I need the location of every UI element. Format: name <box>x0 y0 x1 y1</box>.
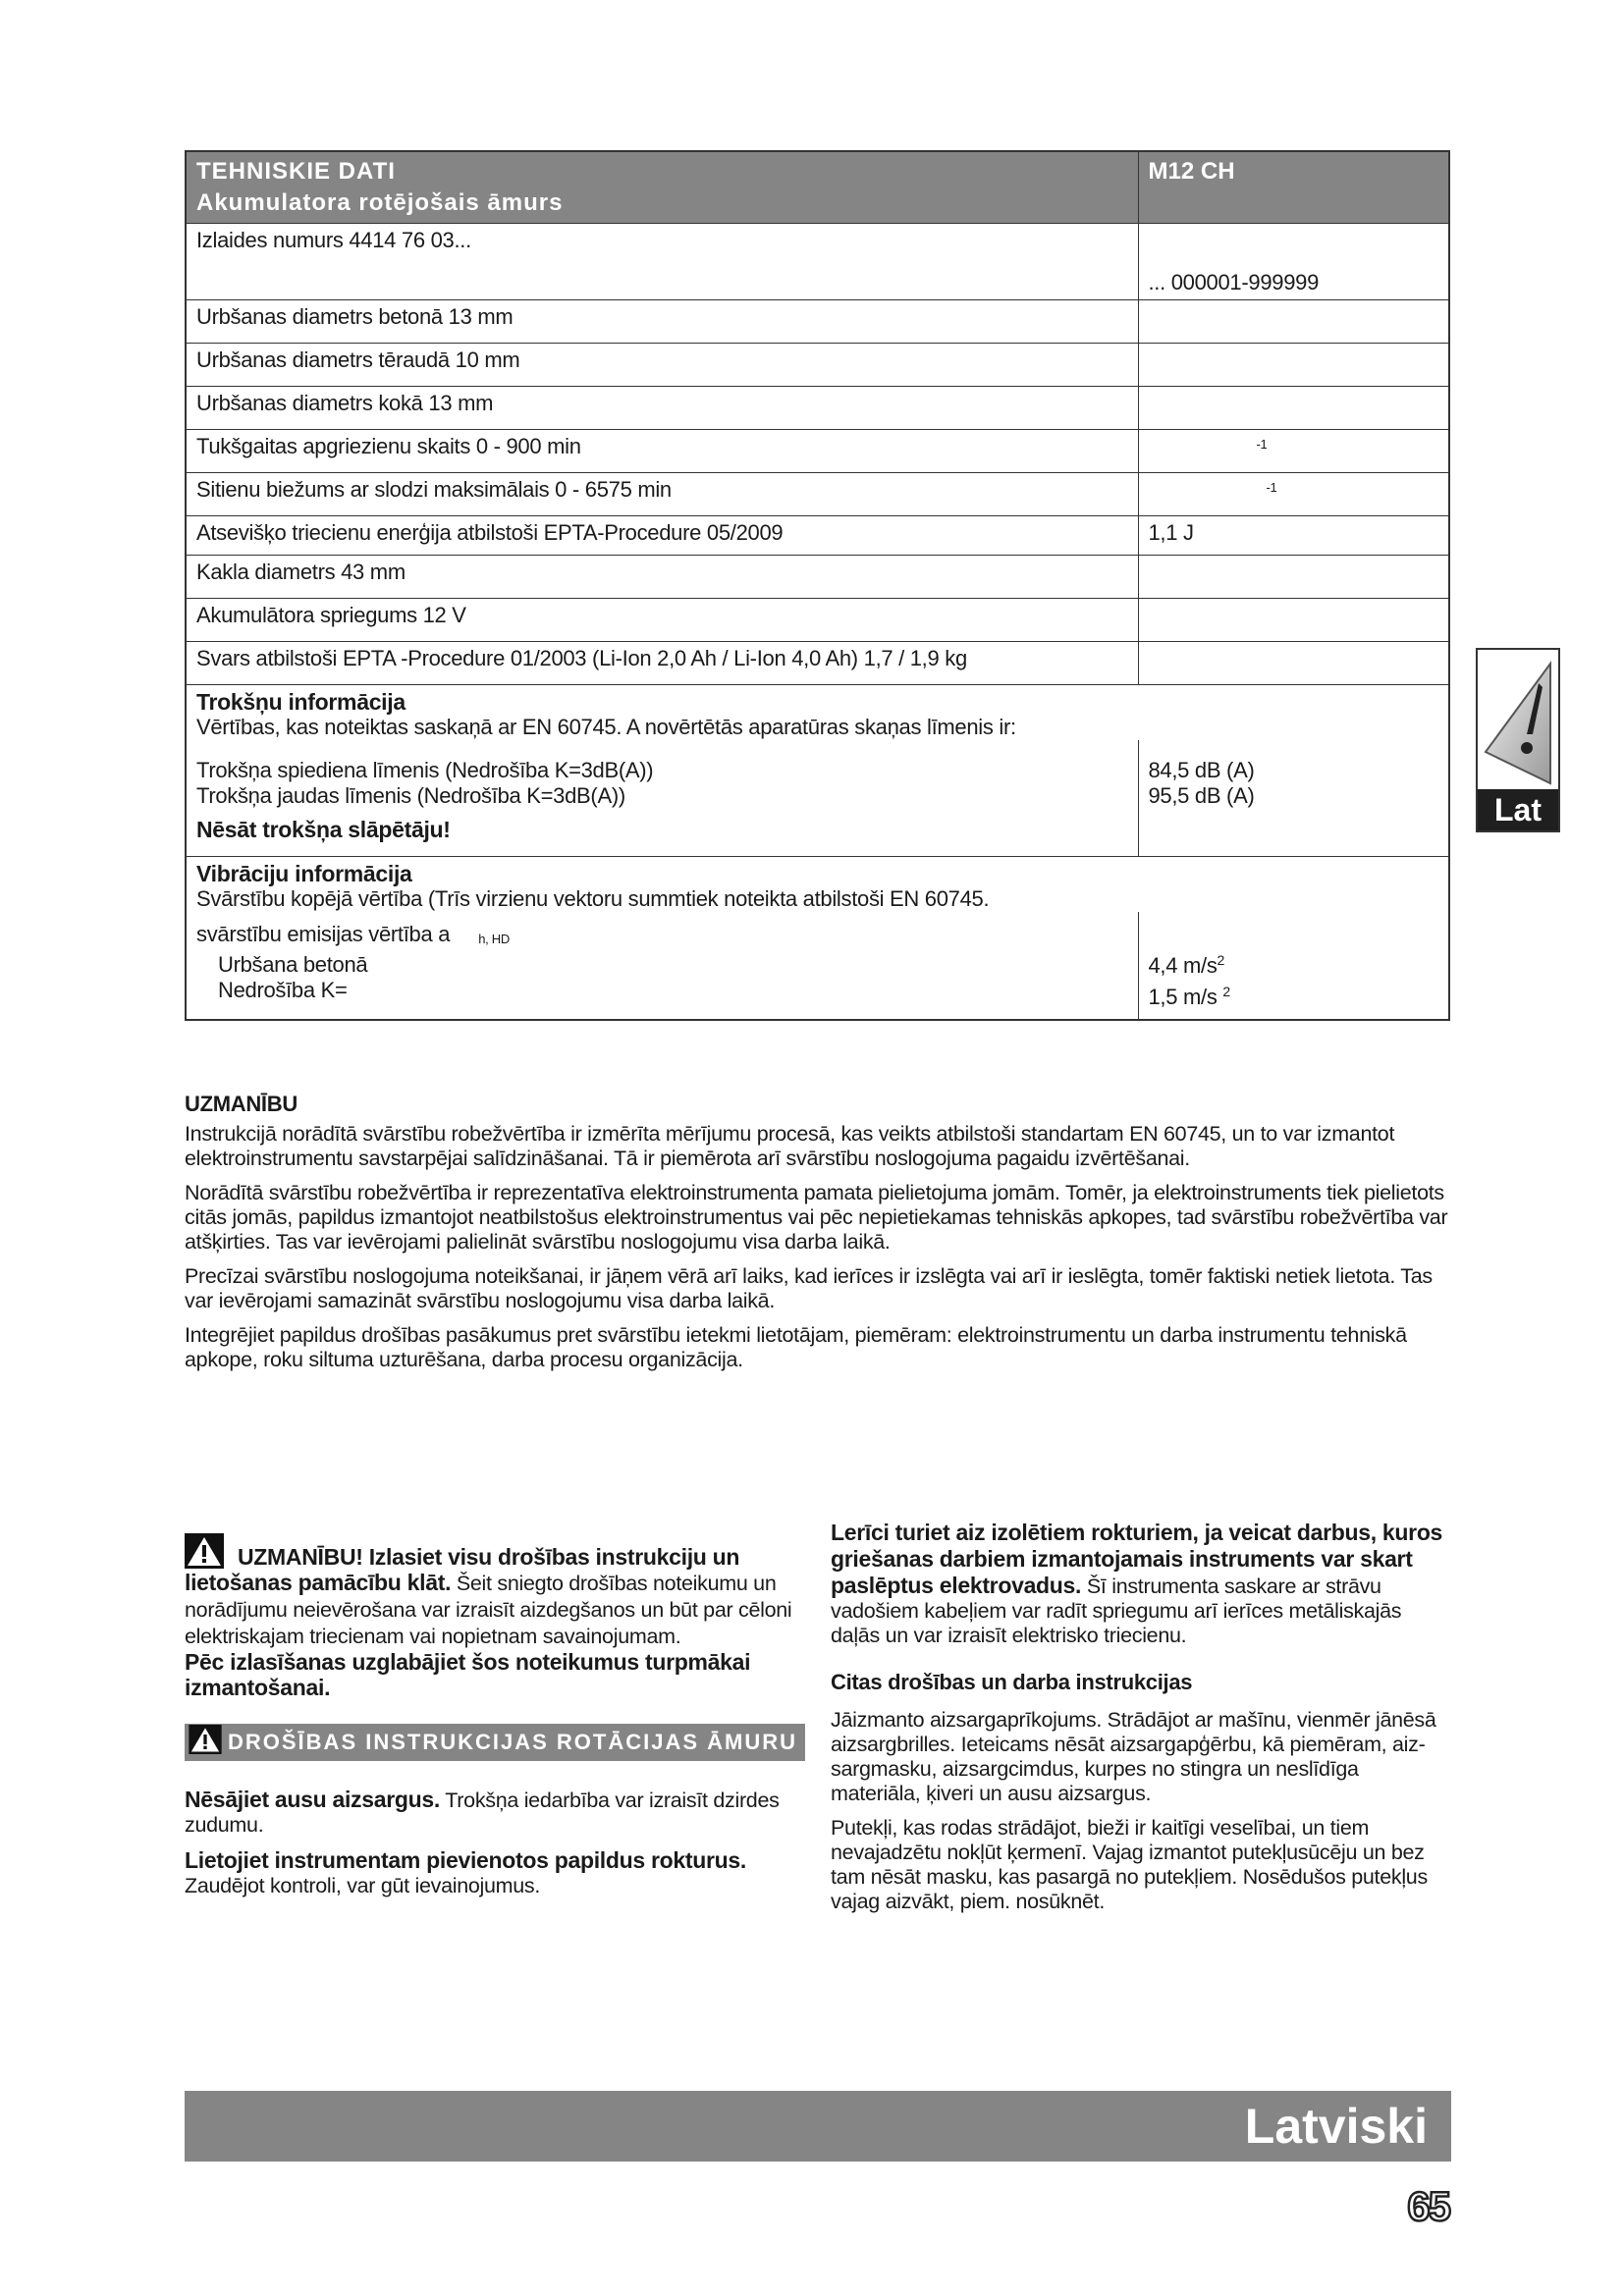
safety-text: Trokšņa iedarbība var izraisīt dzirdes zudumu. <box>185 1789 780 1837</box>
section-bar-title: DROŠĪBAS INSTRUKCIJAS ROTĀCIJAS ĀMURU <box>228 1730 798 1754</box>
page-number: 65 <box>1407 2183 1449 2229</box>
table-row <box>186 344 1449 387</box>
caution-paragraph: Norādītā svārstību robežvērtība ir reprezentatīva elektroinstrumenta pamata pielietojuma jomām. Tomēr, ja elektroinstruments tiek pielietots citās jomās, papildus izmantojot neatbilstošus elektroinstrumentus vai pēc nepietiekamas tehniskās apkopes, tad svārstību robežvērtība var atšķirties. Tas var ievērojami palielināt svārstību noslogojumu visa darba laikā. <box>185 1181 1448 1254</box>
spec-label: Urbšanas diametrs kokā 13 mm <box>186 387 1138 430</box>
language-side-tab <box>1476 648 1560 832</box>
safety-bold: Lietojiet instrumentam pievienotos papildus rokturus. <box>185 1847 746 1873</box>
spec-value <box>1138 599 1449 642</box>
safety-text: Zaudējot kontroli, var gūt ievainojumus. <box>185 1874 541 1897</box>
noise-warning: Nēsāt trokšņa slāpētāju! <box>196 817 451 842</box>
vibration-section <box>186 856 1449 912</box>
vibration-drill-value: 4,4 m/s <box>1148 952 1218 978</box>
general-warning-text: Šeit sniegto drošības noteikumu un norādījumu neievērošana var izraisīt aizdegšanos un būt par cēloni elektriskajam triecienam vai nopietnam savainojumam. <box>185 1572 792 1648</box>
safety-bold: Lerīci turiet aiz izolētiem rokturiem, ja veicat darbus, kuros griešanas darbiem izmantojamais instruments var skart paslēptus elektrovadus. <box>831 1520 1443 1598</box>
table-row <box>186 224 1449 300</box>
noise-power-value: 95,5 dB (A) <box>1148 783 1255 808</box>
vibration-header-cell <box>186 856 1449 912</box>
spec-value <box>1138 387 1449 430</box>
table-row <box>186 516 1449 556</box>
vibration-uncertainty-value-line <box>1149 979 1439 1010</box>
noise-pressure-value: 84,5 dB (A) <box>1148 758 1255 782</box>
noise-pressure-label: Trokšņa spiediena līmenis (Nedrošība K=3dB(A)) <box>196 758 654 782</box>
table-row <box>186 473 1449 516</box>
table-row <box>186 430 1449 473</box>
spec-label: Urbšanas diametrs tēraudā 10 mm <box>186 344 1138 387</box>
vibration-uncertainty-label: Nedrošība K= <box>218 977 348 1002</box>
section-bar <box>185 1724 805 1761</box>
right-column <box>831 1520 1451 1924</box>
vibration-values-row <box>186 912 1449 1020</box>
model-name: M12 CH <box>1138 151 1449 224</box>
table-title: TEHNISKIE DATI <box>196 158 396 185</box>
other-instructions-heading: Citas drošības un darba instrukcijas <box>831 1670 1193 1694</box>
vibration-description: Svārstību kopējā vērtība (Trīs virzienu vektoru summtiek noteikta atbilstoši EN 60745. <box>196 885 990 911</box>
spec-label: Atsevišķo triecienu enerģija atbilstoši EPTA-Procedure 05/2009 <box>186 516 1138 556</box>
noise-values-cell <box>1138 740 1449 856</box>
noise-labels-cell <box>186 740 1138 856</box>
spec-value <box>1138 556 1449 599</box>
table-row <box>186 599 1449 642</box>
warning-triangle-icon <box>189 1725 222 1754</box>
vibration-labels-cell <box>186 912 1138 1020</box>
unit-exponent: 2 <box>1217 951 1225 968</box>
spec-label: Tukšgaitas apgriezienu skaits 0 - 900 min <box>186 430 1138 473</box>
footer-language-bar <box>185 2091 1451 2162</box>
left-column <box>185 1533 805 1908</box>
general-warning <box>185 1533 805 1700</box>
safety-paragraph: Jāizmanto aizsargaprīkojums. Strādājot ar mašīnu, vienmēr jānēsā aizsargbrilles. Ieteicams nēsāt aizsargapģērbu, kā piemēram, aiz-sargmasku, aizsargcimdus, kurpes no stingra un neslīdīga materiāla, ķiveri un ausu aizsargus. <box>831 1708 1436 1805</box>
noise-section <box>186 685 1449 741</box>
spec-value: 1,1 J <box>1138 516 1449 556</box>
vibration-title: Vibrāciju informācija <box>196 860 412 886</box>
language-tab-label: Lat <box>1478 789 1558 830</box>
noise-header-cell <box>186 685 1449 741</box>
table-subtitle: Akumulatora rotējošais āmurs <box>196 189 564 216</box>
vibration-drill-label: Urbšana betonā <box>218 951 368 977</box>
spec-label: Svars atbilstoši EPTA -Procedure 01/2003 (Li-Ion 2,0 Ah / Li-Ion 4,0 Ah) 1,7 / 1,9 kg <box>186 642 1138 685</box>
spec-value <box>1138 642 1449 685</box>
caution-paragraph: Integrējiet papildus drošības pasākumus pret svārstību ietekmi lietotājam, piemēram: elektroinstrumentu un darba instrumentu tehniskā apkope, roku siltuma uzturēšana, darba procesu organizācija. <box>185 1323 1407 1371</box>
safety-text: Šī instrumenta saskare ar strāvu vadošiem kabeļiem var radīt spriegumu arī ierīces metāliskajās daļās un var izraisīt elektrisko triecienu. <box>831 1575 1402 1647</box>
table-row <box>186 300 1449 344</box>
spec-value: ... 000001-999999 <box>1138 224 1449 300</box>
spec-value-cell <box>1138 430 1449 473</box>
spec-value <box>1138 344 1449 387</box>
spec-label: Sitienu biežums ar slodzi maksimālais 0 - 6575 min <box>186 473 1138 516</box>
emission-subscript: h, HD <box>478 931 510 946</box>
table-header-row <box>186 151 1449 224</box>
noise-description: Vērtības, kas noteiktas saskaņā ar EN 60745. A novērtētās aparatūras skaņas līmenis ir: <box>196 715 1016 739</box>
spec-value: -1 <box>1256 437 1268 452</box>
caution-heading: UZMANĪBU <box>185 1092 298 1116</box>
caution-paragraph: Precīzai svārstību noslogojuma noteikšanai, ir jāņem vērā arī laiks, kad ierīces ir izslēgta vai arī ir ieslēgta, tomēr faktiski netiek lietota. Tas var ievērojami samazināt svārstību noslogojumu visa darba laikā. <box>185 1264 1433 1312</box>
noise-values-row <box>186 740 1449 856</box>
general-warning-bold: UZMANĪBU! Izlasiet visu drošības instrukciju un lietošanas pamācību klāt. <box>185 1544 740 1595</box>
vibration-values-cell <box>1138 912 1449 1020</box>
warning-triangle-icon <box>185 1533 224 1569</box>
caution-section <box>185 1092 1451 1382</box>
noise-title: Trokšņu informācija <box>196 689 406 715</box>
spec-value <box>1138 300 1449 344</box>
spec-label: Akumulātora spriegums 12 V <box>186 599 1138 642</box>
spec-value: -1 <box>1266 480 1277 495</box>
spec-label: Izlaides numurs 4414 76 03... <box>186 224 1138 300</box>
spec-label: Kakla diametrs 43 mm <box>186 556 1138 599</box>
spec-label: Urbšanas diametrs betonā 13 mm <box>186 300 1138 344</box>
table-row <box>186 642 1449 685</box>
table-row <box>186 387 1449 430</box>
table-title-cell <box>186 151 1138 224</box>
vibration-uncertainty-value: 1,5 m/s <box>1148 984 1218 1009</box>
footer-language: Latviski <box>1244 2099 1428 2154</box>
safety-bold: Nēsājiet ausu aizsargus. <box>185 1787 440 1812</box>
safety-paragraph <box>831 1520 1451 1648</box>
vibration-drill-value-line <box>1149 947 1439 979</box>
general-warning-keep: Pēc izlasīšanas uzglabājiet šos noteikumus turpmākai izmantošanai. <box>185 1649 751 1700</box>
table-row <box>186 556 1449 599</box>
tech-data-table <box>185 150 1450 1021</box>
emission-label-text: svārstību emisijas vērtība a <box>196 921 451 946</box>
warning-icon <box>1484 658 1554 787</box>
noise-power-label: Trokšņa jaudas līmenis (Nedrošība K=3dB(A)) <box>196 783 625 808</box>
caution-paragraph: Instrukcijā norādītā svārstību robežvērtība ir izmērīta mērījumu procesā, kas veikts atbilstoši standartam EN 60745, un to var izmantot elektroinstrumentu savstarpējai salīdzināšanai. Tā ir piemērota arī svārstību noslogojuma pagaidu izvērtēšanai. <box>185 1122 1395 1170</box>
vibration-emission-label <box>196 922 1128 952</box>
safety-paragraph <box>185 1787 805 1838</box>
safety-paragraph: Putekļi, kas rodas strādājot, bieži ir kaitīgi veselībai, un tiem nevajadzētu nokļūt ķermenī. Vajag izmantot putekļusūcēju un bez tam nēsāt masku, kas pasargā no putekļiem. Nosēdušos putekļus vajag aizvākt, piem. nosūknēt. <box>831 1816 1428 1913</box>
safety-paragraph <box>185 1847 805 1898</box>
unit-exponent: 2 <box>1222 983 1230 999</box>
spec-value-cell <box>1138 473 1449 516</box>
